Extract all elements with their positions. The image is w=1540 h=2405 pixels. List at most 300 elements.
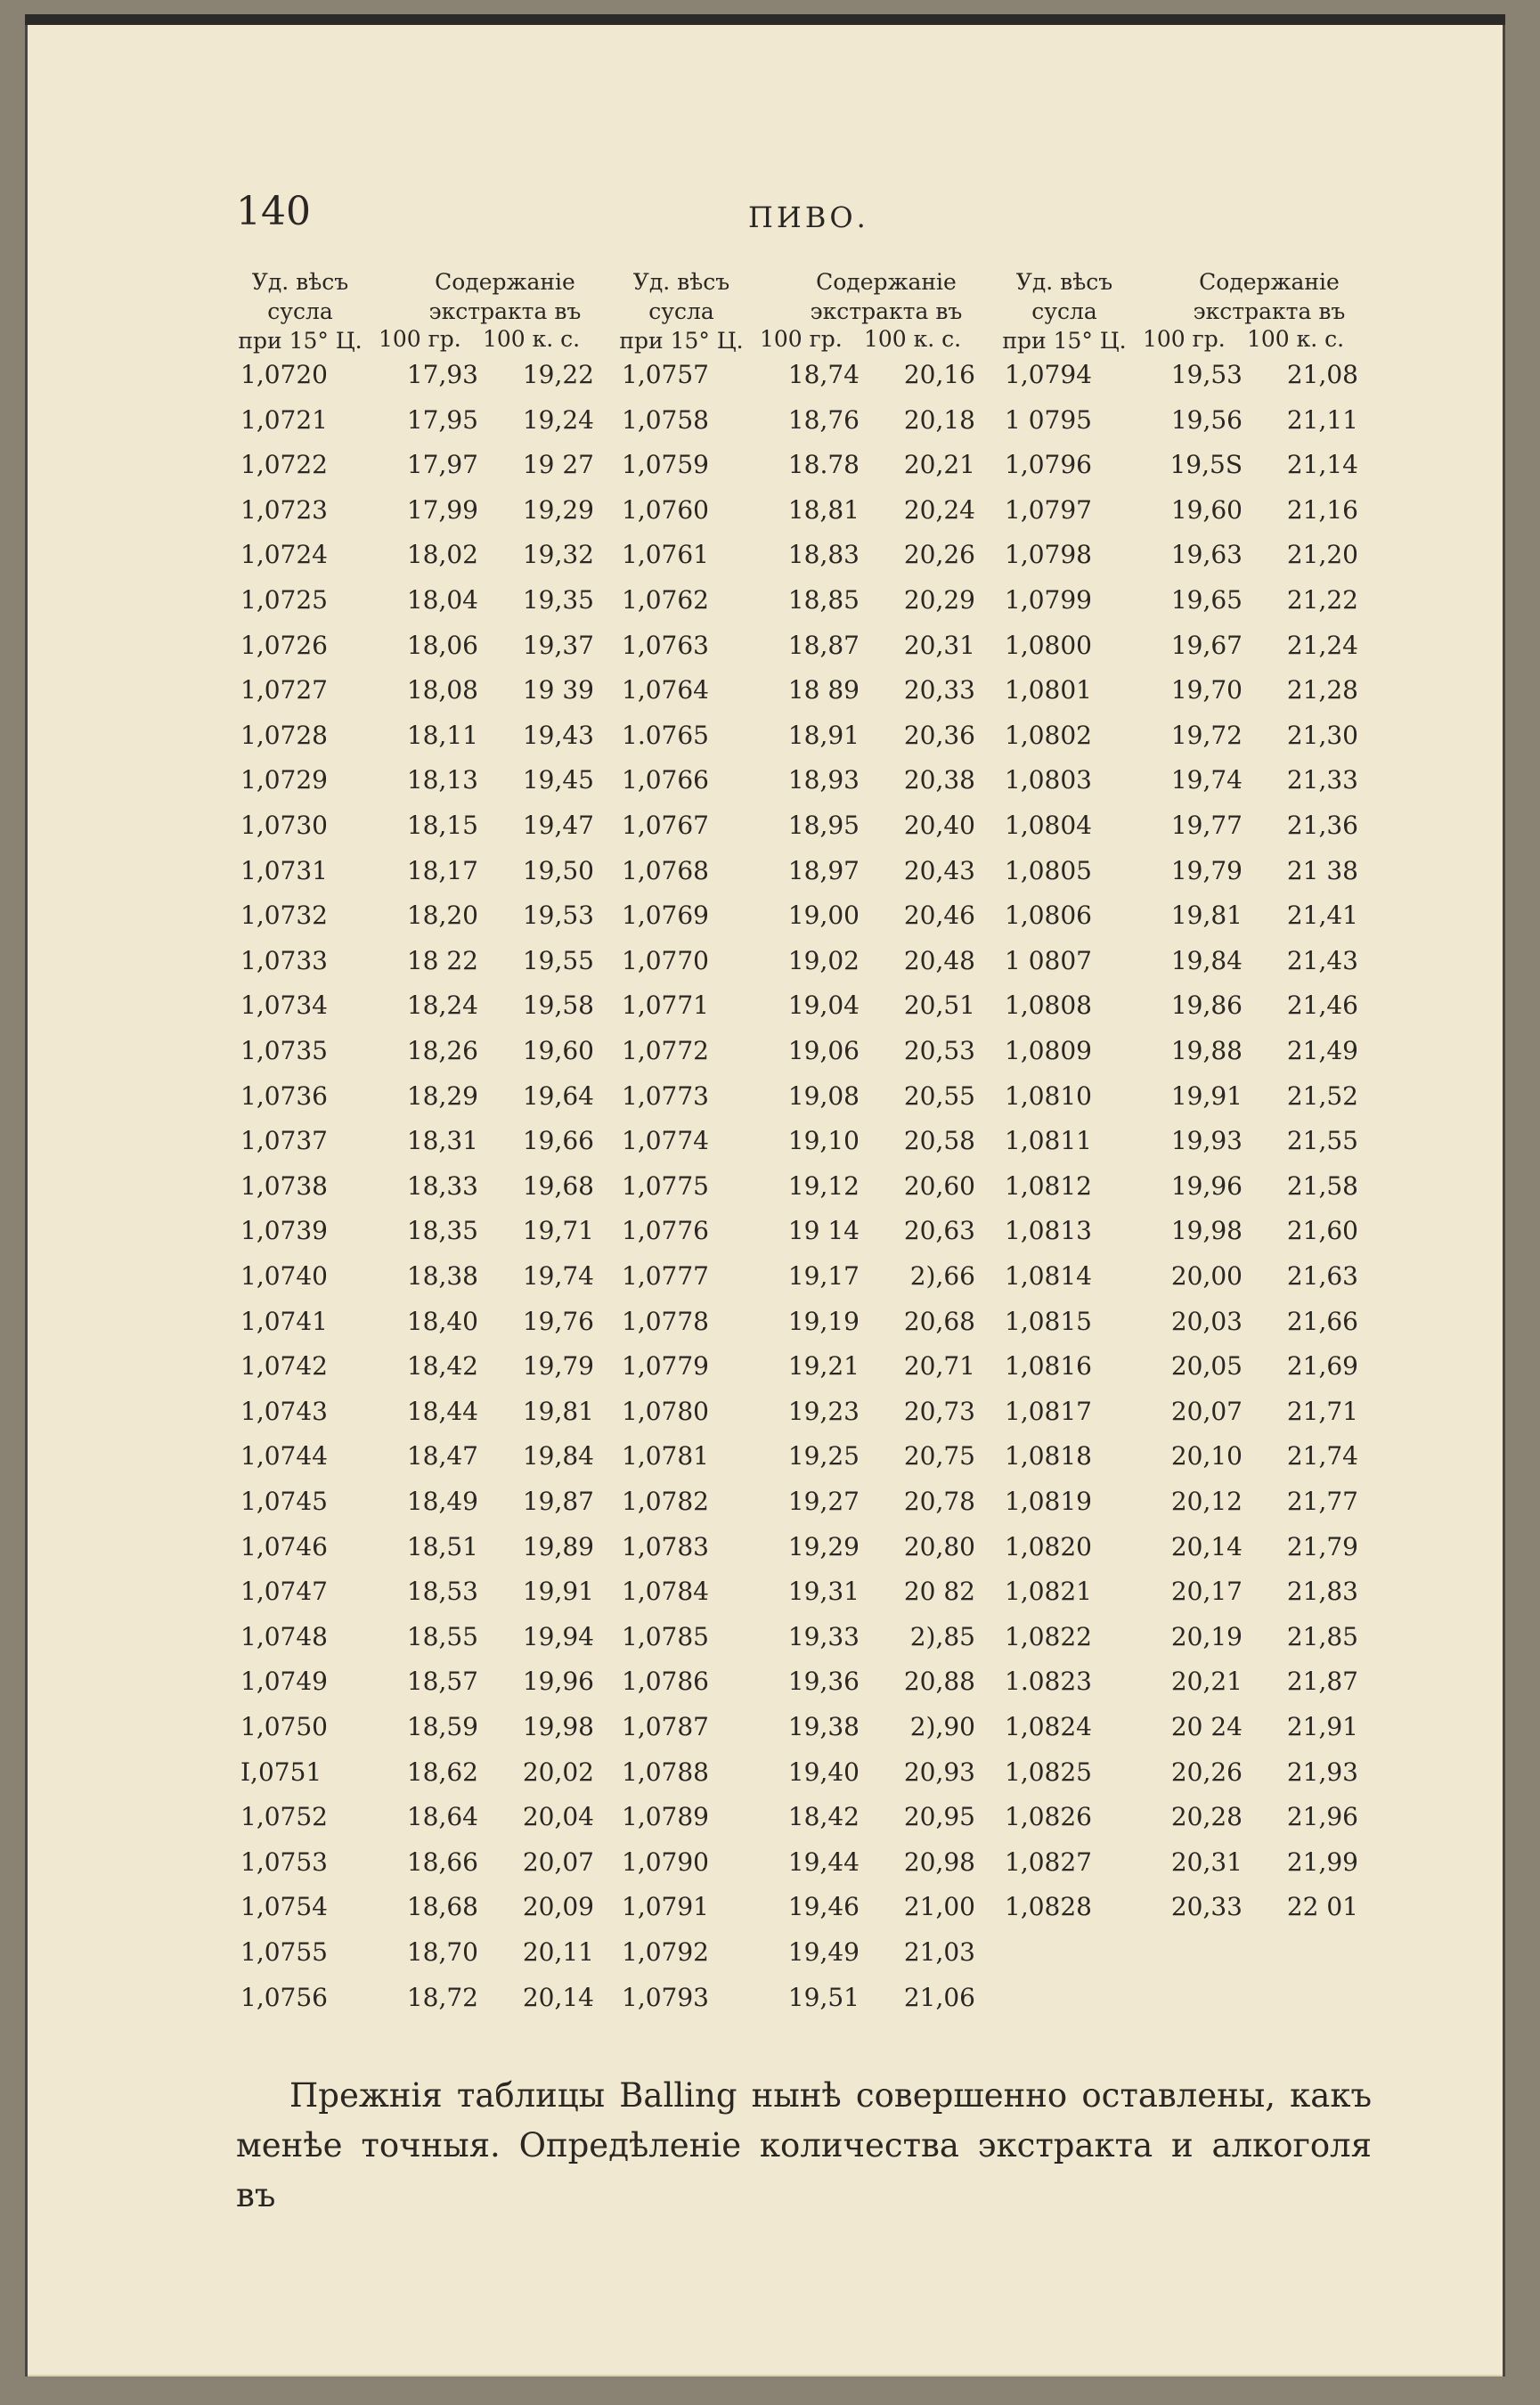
cell-specific-gravity: 1,0785	[622, 1621, 709, 1651]
cell-extract-100g: 18,62	[406, 1757, 478, 1787]
cell-extract-100cc: 20,53	[903, 1036, 975, 1065]
running-head: ПИВО.	[748, 200, 869, 234]
cell-specific-gravity: 1,0816	[1005, 1351, 1092, 1382]
cell-specific-gravity: 1,0749	[240, 1667, 328, 1697]
cell-extract-100g: 19,84	[1170, 945, 1243, 975]
cell-extract-100g: 19,17	[787, 1261, 860, 1291]
cell-extract-100g: 19,06	[787, 1036, 860, 1065]
cell-specific-gravity: 1,0818	[1005, 1441, 1092, 1472]
cell-extract-100cc: 21,00	[903, 1892, 975, 1922]
cell-specific-gravity: 1,0763	[622, 630, 709, 660]
header-sg-line1: Уд. вѣсъ	[632, 269, 730, 295]
cell-extract-100g: 18,70	[406, 1937, 478, 1967]
cell-extract-100g: 20,17	[1170, 1577, 1243, 1607]
cell-extract-100cc: 19,76	[522, 1306, 594, 1336]
cell-extract-100g: 18,33	[406, 1170, 478, 1201]
cell-extract-100cc: 20,07	[522, 1847, 594, 1877]
cell-extract-100cc: 20,11	[522, 1937, 594, 1967]
cell-extract-100g: 19 14	[787, 1216, 860, 1246]
cell-extract-100cc: 19,55	[522, 945, 594, 975]
header-extract-line2: экстракта въ	[428, 298, 582, 324]
cell-specific-gravity: 1,0794	[1005, 360, 1092, 389]
cell-extract-100cc: 20,16	[903, 360, 975, 389]
cell-extract-100cc: 19,87	[522, 1487, 594, 1516]
cell-extract-100cc: 21,99	[1286, 1847, 1358, 1877]
cell-specific-gravity: 1,0797	[1005, 494, 1092, 525]
cell-extract-100g: 19,08	[787, 1080, 860, 1111]
cell-extract-100g: 18,38	[406, 1261, 478, 1291]
cell-extract-100g: 18,57	[406, 1667, 478, 1697]
cell-extract-100cc: 20,75	[903, 1441, 975, 1472]
cell-extract-100cc: 20,14	[522, 1982, 594, 2012]
cell-specific-gravity: 1,0815	[1005, 1306, 1092, 1336]
cell-extract-100cc: 20,02	[522, 1757, 594, 1787]
cell-extract-100cc: 19,47	[522, 811, 594, 840]
cell-specific-gravity: 1,0806	[1005, 901, 1092, 931]
cell-extract-100cc: 19 27	[522, 450, 594, 480]
cell-specific-gravity: 1,0748	[240, 1621, 328, 1651]
header-col-cc: 100 к. с.	[864, 326, 962, 352]
cell-extract-100cc: 19,66	[522, 1126, 594, 1156]
cell-specific-gravity: 1,0805	[1005, 855, 1092, 885]
cell-specific-gravity: 1,0773	[622, 1080, 709, 1111]
cell-extract-100g: 19,5S	[1169, 450, 1243, 480]
cell-extract-100g: 18,97	[787, 855, 860, 885]
cell-specific-gravity: 1,0770	[622, 945, 709, 975]
cell-extract-100cc: 20,55	[903, 1080, 975, 1111]
cell-extract-100g: 18,72	[406, 1982, 478, 2012]
cell-extract-100cc: 21,96	[1286, 1802, 1358, 1832]
cell-extract-100cc: 20,95	[903, 1802, 975, 1832]
cell-specific-gravity: 1,0783	[622, 1531, 709, 1561]
cell-specific-gravity: 1,0728	[240, 720, 328, 750]
cell-extract-100g: 18,93	[787, 765, 860, 795]
cell-extract-100cc: 19,64	[522, 1080, 594, 1111]
cell-extract-100g: 18,11	[406, 720, 478, 750]
cell-extract-100g: 18,83	[787, 540, 860, 570]
cell-extract-100g: 18,08	[406, 675, 478, 705]
cell-extract-100g: 20,07	[1170, 1396, 1243, 1426]
cell-extract-100cc: 19,98	[522, 1712, 594, 1741]
cell-extract-100g: 17,97	[406, 450, 478, 480]
cell-specific-gravity: 1 0795	[1005, 404, 1092, 435]
cell-extract-100cc: 19 39	[522, 675, 594, 705]
cell-extract-100cc: 19,43	[522, 720, 594, 750]
header-sg-line3: при 15° Ц.	[619, 328, 744, 354]
cell-specific-gravity: 1,0814	[1005, 1261, 1092, 1291]
cell-extract-100g: 20,03	[1170, 1306, 1243, 1336]
cell-specific-gravity: 1,0730	[240, 811, 328, 840]
cell-extract-100g: 19,77	[1170, 811, 1243, 840]
cell-specific-gravity: 1,0792	[622, 1937, 709, 1967]
cell-specific-gravity: 1,0776	[622, 1216, 709, 1246]
cell-specific-gravity: 1,0764	[622, 675, 709, 705]
cell-extract-100cc: 21 38	[1286, 855, 1358, 885]
cell-extract-100cc: 19,50	[522, 855, 594, 885]
cell-extract-100g: 19,29	[787, 1531, 860, 1561]
cell-extract-100cc: 21,33	[1286, 765, 1358, 795]
cell-specific-gravity: 1,0752	[240, 1802, 328, 1832]
cell-specific-gravity: 1,0753	[240, 1847, 328, 1877]
cell-extract-100cc: 2),66	[909, 1261, 975, 1291]
cell-specific-gravity: 1,0822	[1005, 1621, 1092, 1651]
cell-extract-100cc: 20,48	[903, 945, 975, 975]
cell-extract-100cc: 20,38	[903, 765, 975, 795]
cell-extract-100cc: 21,22	[1286, 585, 1358, 615]
cell-extract-100g: 18,64	[406, 1802, 478, 1832]
cell-extract-100g: 18,53	[406, 1577, 478, 1607]
cell-extract-100g: 19,53	[1170, 360, 1243, 389]
cell-extract-100cc: 20,73	[903, 1396, 975, 1426]
cell-specific-gravity: 1,0755	[240, 1937, 328, 1967]
cell-extract-100g: 18,31	[406, 1126, 478, 1156]
cell-extract-100cc: 20,04	[522, 1802, 594, 1832]
cell-extract-100cc: 19,29	[522, 494, 594, 525]
cell-extract-100cc: 20,98	[903, 1847, 975, 1877]
cell-extract-100cc: 21,69	[1286, 1351, 1358, 1382]
cell-extract-100g: 18 89	[787, 675, 860, 705]
cell-extract-100g: 19,40	[787, 1757, 860, 1787]
cell-extract-100g: 18.78	[787, 450, 860, 480]
cell-extract-100cc: 21,91	[1286, 1712, 1358, 1741]
cell-extract-100g: 19,93	[1170, 1126, 1243, 1156]
page-border-left	[25, 16, 28, 2376]
cell-extract-100g: 18,51	[406, 1531, 478, 1561]
cell-specific-gravity: 1,0789	[622, 1802, 709, 1832]
cell-specific-gravity: 1,0725	[240, 585, 328, 615]
cell-extract-100cc: 20 82	[903, 1577, 975, 1607]
cell-specific-gravity: 1,0803	[1005, 765, 1092, 795]
cell-specific-gravity: 1,0804	[1005, 811, 1092, 840]
cell-extract-100g: 19,60	[1170, 494, 1243, 525]
cell-specific-gravity: 1,0787	[622, 1712, 709, 1741]
cell-extract-100cc: 19,24	[522, 404, 594, 435]
cell-extract-100g: 19,12	[787, 1170, 860, 1201]
cell-specific-gravity: 1,0747	[240, 1577, 328, 1607]
header-col-grams: 100 гр.	[379, 326, 461, 352]
cell-extract-100cc: 20,21	[903, 450, 975, 480]
header-specific-gravity	[597, 267, 766, 355]
cell-specific-gravity: 1,0758	[622, 404, 709, 435]
cell-extract-100cc: 20,68	[903, 1306, 975, 1336]
cell-extract-100cc: 20,09	[522, 1892, 594, 1922]
cell-specific-gravity: 1,0750	[240, 1712, 328, 1741]
header-sg-line3: при 15° Ц.	[238, 328, 363, 354]
cell-extract-100cc: 20,33	[903, 675, 975, 705]
cell-specific-gravity: 1,0825	[1005, 1757, 1092, 1787]
cell-specific-gravity: I,0751	[240, 1757, 322, 1787]
cell-extract-100g: 18,06	[406, 630, 478, 660]
cell-extract-100cc: 21,36	[1286, 811, 1358, 840]
cell-extract-100g: 18,81	[787, 494, 860, 525]
header-col-grams: 100 гр.	[1143, 326, 1226, 352]
cell-specific-gravity: 1,0775	[622, 1170, 709, 1201]
cell-extract-100g: 18,17	[406, 855, 478, 885]
cell-extract-100cc: 20,78	[903, 1487, 975, 1516]
cell-extract-100cc: 21,79	[1286, 1531, 1358, 1561]
cell-extract-100g: 18,13	[406, 765, 478, 795]
header-extract-line2: экстракта въ	[810, 298, 963, 324]
cell-extract-100g: 19,56	[1170, 404, 1243, 435]
cell-extract-100cc: 19,84	[522, 1441, 594, 1472]
cell-extract-100cc: 20,31	[903, 630, 975, 660]
cell-specific-gravity: 1 0807	[1005, 945, 1092, 975]
cell-extract-100g: 18,29	[406, 1080, 478, 1111]
cell-specific-gravity: 1,0759	[622, 450, 709, 480]
cell-extract-100g: 18,20	[406, 901, 478, 931]
cell-specific-gravity: 1,0721	[240, 404, 328, 435]
page-border-right	[1503, 16, 1505, 2376]
cell-extract-100g: 18,87	[787, 630, 860, 660]
cell-extract-100g: 18,15	[406, 811, 478, 840]
header-extract	[779, 267, 993, 326]
cell-specific-gravity: 1,0821	[1005, 1577, 1092, 1607]
cell-extract-100cc: 21,30	[1286, 720, 1358, 750]
cell-specific-gravity: 1,0742	[240, 1351, 328, 1382]
cell-specific-gravity: 1,0754	[240, 1892, 328, 1922]
cell-extract-100g: 19,00	[787, 901, 860, 931]
cell-extract-100cc: 19,94	[522, 1621, 594, 1651]
cell-specific-gravity: 1,0788	[622, 1757, 709, 1787]
cell-extract-100g: 19,98	[1170, 1216, 1243, 1246]
cell-extract-100g: 19,49	[787, 1937, 860, 1967]
cell-extract-100cc: 19,79	[522, 1351, 594, 1382]
cell-extract-100cc: 21,28	[1286, 675, 1358, 705]
cell-extract-100g: 19,10	[787, 1126, 860, 1156]
cell-extract-100g: 18,66	[406, 1847, 478, 1877]
header-specific-gravity	[216, 267, 385, 355]
cell-specific-gravity: 1,0733	[240, 945, 328, 975]
cell-specific-gravity: 1,0778	[622, 1306, 709, 1336]
cell-extract-100g: 19,51	[787, 1982, 860, 2012]
cell-extract-100g: 19,44	[787, 1847, 860, 1877]
cell-specific-gravity: 1,0739	[240, 1216, 328, 1246]
cell-specific-gravity: 1,0777	[622, 1261, 709, 1291]
cell-specific-gravity: 1,0793	[622, 1982, 709, 2012]
cell-specific-gravity: 1,0769	[622, 901, 709, 931]
cell-specific-gravity: 1,0774	[622, 1126, 709, 1156]
cell-extract-100g: 18,91	[787, 720, 860, 750]
header-sg-line2: сусла	[648, 298, 714, 324]
cell-specific-gravity: 1,0780	[622, 1396, 709, 1426]
cell-extract-100cc: 21,46	[1286, 991, 1358, 1021]
header-extract	[398, 267, 612, 326]
cell-specific-gravity: 1,0734	[240, 991, 328, 1021]
cell-extract-100cc: 21,14	[1286, 450, 1358, 480]
cell-extract-100cc: 21,74	[1286, 1441, 1358, 1472]
cell-extract-100cc: 21,11	[1286, 404, 1358, 435]
cell-extract-100g: 19,02	[787, 945, 860, 975]
cell-specific-gravity: 1,0756	[240, 1982, 328, 2012]
cell-specific-gravity: 1,0811	[1005, 1126, 1092, 1156]
cell-specific-gravity: 1,0727	[240, 675, 328, 705]
header-col-cc: 100 к. с.	[483, 326, 581, 352]
cell-extract-100g: 20,00	[1170, 1261, 1243, 1291]
cell-specific-gravity: 1,0798	[1005, 540, 1092, 570]
cell-specific-gravity: 1,0766	[622, 765, 709, 795]
cell-extract-100g: 19,70	[1170, 675, 1243, 705]
cell-specific-gravity: 1,0802	[1005, 720, 1092, 750]
cell-extract-100g: 17,95	[406, 404, 478, 435]
cell-extract-100cc: 20,71	[903, 1351, 975, 1382]
cell-extract-100cc: 19,53	[522, 901, 594, 931]
cell-extract-100g: 19,38	[787, 1712, 860, 1741]
cell-specific-gravity: 1,0772	[622, 1036, 709, 1065]
cell-extract-100cc: 21,87	[1286, 1667, 1358, 1697]
cell-extract-100cc: 20,80	[903, 1531, 975, 1561]
cell-specific-gravity: 1,0812	[1005, 1170, 1092, 1201]
cell-extract-100cc: 21,66	[1286, 1306, 1358, 1336]
cell-specific-gravity: 1,0820	[1005, 1531, 1092, 1561]
cell-extract-100g: 20,28	[1170, 1802, 1243, 1832]
cell-specific-gravity: 1,0757	[622, 360, 709, 389]
cell-extract-100cc: 19,58	[522, 991, 594, 1021]
cell-extract-100g: 17,99	[406, 494, 478, 525]
cell-extract-100g: 20,21	[1170, 1667, 1243, 1697]
page-number: 140	[236, 189, 311, 234]
cell-extract-100g: 19,63	[1170, 540, 1243, 570]
cell-extract-100cc: 19,81	[522, 1396, 594, 1426]
cell-extract-100g: 18,55	[406, 1621, 478, 1651]
cell-specific-gravity: 1,0779	[622, 1351, 709, 1382]
cell-extract-100g: 18,26	[406, 1036, 478, 1065]
cell-specific-gravity: 1,0738	[240, 1170, 328, 1201]
header-sg-line1: Уд. вѣсъ	[251, 269, 349, 295]
cell-extract-100cc: 21,08	[1286, 360, 1358, 389]
cell-extract-100cc: 21,43	[1286, 945, 1358, 975]
cell-extract-100cc: 20,58	[903, 1126, 975, 1156]
cell-specific-gravity: 1,0828	[1005, 1892, 1092, 1922]
cell-extract-100g: 20,05	[1170, 1351, 1243, 1382]
cell-extract-100cc: 21,83	[1286, 1577, 1358, 1607]
cell-extract-100g: 20,12	[1170, 1487, 1243, 1516]
cell-specific-gravity: 1,0786	[622, 1667, 709, 1697]
cell-specific-gravity: 1,0740	[240, 1261, 328, 1291]
cell-extract-100g: 20 24	[1170, 1712, 1243, 1741]
cell-specific-gravity: 1,0735	[240, 1036, 328, 1065]
cell-specific-gravity: 1,0723	[240, 494, 328, 525]
cell-specific-gravity: 1,0736	[240, 1080, 328, 1111]
cell-extract-100cc: 21,41	[1286, 901, 1358, 931]
cell-extract-100g: 19,74	[1170, 765, 1243, 795]
cell-specific-gravity: 1,0809	[1005, 1036, 1092, 1065]
cell-specific-gravity: 1,0790	[622, 1847, 709, 1877]
cell-specific-gravity: 1,0771	[622, 991, 709, 1021]
cell-extract-100g: 19,21	[787, 1351, 860, 1382]
cell-extract-100cc: 19,68	[522, 1170, 594, 1201]
cell-extract-100cc: 21,58	[1286, 1170, 1358, 1201]
cell-extract-100cc: 21,71	[1286, 1396, 1358, 1426]
cell-extract-100cc: 19,22	[522, 360, 594, 389]
cell-extract-100cc: 21,55	[1286, 1126, 1358, 1156]
cell-specific-gravity: 1,0819	[1005, 1487, 1092, 1516]
cell-extract-100cc: 2),90	[909, 1712, 975, 1741]
cell-specific-gravity: 1,0724	[240, 540, 328, 570]
cell-extract-100cc: 21,16	[1286, 494, 1358, 525]
cell-extract-100g: 18,95	[787, 811, 860, 840]
cell-extract-100cc: 20,40	[903, 811, 975, 840]
cell-extract-100g: 18,42	[787, 1802, 860, 1832]
cell-extract-100cc: 20,26	[903, 540, 975, 570]
cell-specific-gravity: 1,0745	[240, 1487, 328, 1516]
cell-specific-gravity: 1,0768	[622, 855, 709, 885]
cell-extract-100cc: 20,51	[903, 991, 975, 1021]
cell-extract-100g: 19,67	[1170, 630, 1243, 660]
cell-extract-100g: 18,49	[406, 1487, 478, 1516]
cell-extract-100cc: 20,88	[903, 1667, 975, 1697]
cell-extract-100cc: 21,03	[903, 1937, 975, 1967]
cell-extract-100g: 18,02	[406, 540, 478, 570]
cell-extract-100g: 19,72	[1170, 720, 1243, 750]
cell-specific-gravity: 1,0796	[1005, 450, 1092, 480]
cell-extract-100g: 18,85	[787, 585, 860, 615]
cell-extract-100cc: 21,85	[1286, 1621, 1358, 1651]
cell-extract-100g: 18,42	[406, 1351, 478, 1382]
cell-extract-100cc: 2),85	[909, 1621, 975, 1651]
cell-extract-100cc: 21,52	[1286, 1080, 1358, 1111]
cell-specific-gravity: 1,0731	[240, 855, 328, 885]
cell-extract-100cc: 21,24	[1286, 630, 1358, 660]
cell-specific-gravity: 1,0726	[240, 630, 328, 660]
cell-specific-gravity: 1,0722	[240, 450, 328, 480]
cell-extract-100g: 20,10	[1170, 1441, 1243, 1472]
cell-extract-100g: 17,93	[406, 360, 478, 389]
cell-extract-100cc: 21,77	[1286, 1487, 1358, 1516]
cell-specific-gravity: 1,0762	[622, 585, 709, 615]
cell-extract-100g: 18,40	[406, 1306, 478, 1336]
cell-extract-100g: 19,25	[787, 1441, 860, 1472]
cell-specific-gravity: 1,0760	[622, 494, 709, 525]
cell-extract-100g: 19,31	[787, 1577, 860, 1607]
cell-extract-100g: 20,26	[1170, 1757, 1243, 1787]
cell-extract-100cc: 19,89	[522, 1531, 594, 1561]
cell-extract-100g: 18 22	[406, 945, 478, 975]
cell-specific-gravity: 1,0801	[1005, 675, 1092, 705]
header-extract-line2: экстракта въ	[1193, 298, 1346, 324]
cell-extract-100g: 20,33	[1170, 1892, 1243, 1922]
cell-extract-100cc: 21,93	[1286, 1757, 1358, 1787]
cell-extract-100g: 18,76	[787, 404, 860, 435]
cell-extract-100g: 18,44	[406, 1396, 478, 1426]
header-sg-line2: сусла	[267, 298, 333, 324]
cell-extract-100cc: 21,63	[1286, 1261, 1358, 1291]
cell-specific-gravity: 1,0826	[1005, 1802, 1092, 1832]
cell-extract-100cc: 19,32	[522, 540, 594, 570]
header-specific-gravity	[980, 267, 1149, 355]
body-paragraph: Прежнія таблицы Balling нынѣ совершенно оставлены, какъ менѣе точныя. Опредѣленіе количества экстракта и алкоголя въ	[236, 2076, 1372, 2214]
page-border-top	[25, 14, 1505, 25]
cell-specific-gravity: 1,0729	[240, 765, 328, 795]
cell-extract-100g: 19,86	[1170, 991, 1243, 1021]
cell-specific-gravity: 1,0781	[622, 1441, 709, 1472]
cell-extract-100g: 18,47	[406, 1441, 478, 1472]
cell-extract-100cc: 19,74	[522, 1261, 594, 1291]
cell-specific-gravity: 1,0732	[240, 901, 328, 931]
cell-extract-100cc: 21,49	[1286, 1036, 1358, 1065]
cell-extract-100g: 20,31	[1170, 1847, 1243, 1877]
cell-specific-gravity: 1,0746	[240, 1531, 328, 1561]
cell-extract-100cc: 22 01	[1286, 1892, 1358, 1922]
cell-extract-100cc: 19,35	[522, 585, 594, 615]
cell-extract-100g: 18,68	[406, 1892, 478, 1922]
cell-specific-gravity: 1,0791	[622, 1892, 709, 1922]
cell-extract-100g: 19,91	[1170, 1080, 1243, 1111]
cell-extract-100cc: 20,29	[903, 585, 975, 615]
cell-extract-100cc: 20,60	[903, 1170, 975, 1201]
cell-specific-gravity: 1,0761	[622, 540, 709, 570]
header-col-cc: 100 к. с.	[1247, 326, 1345, 352]
header-sg-line1: Уд. вѣсъ	[1015, 269, 1113, 295]
